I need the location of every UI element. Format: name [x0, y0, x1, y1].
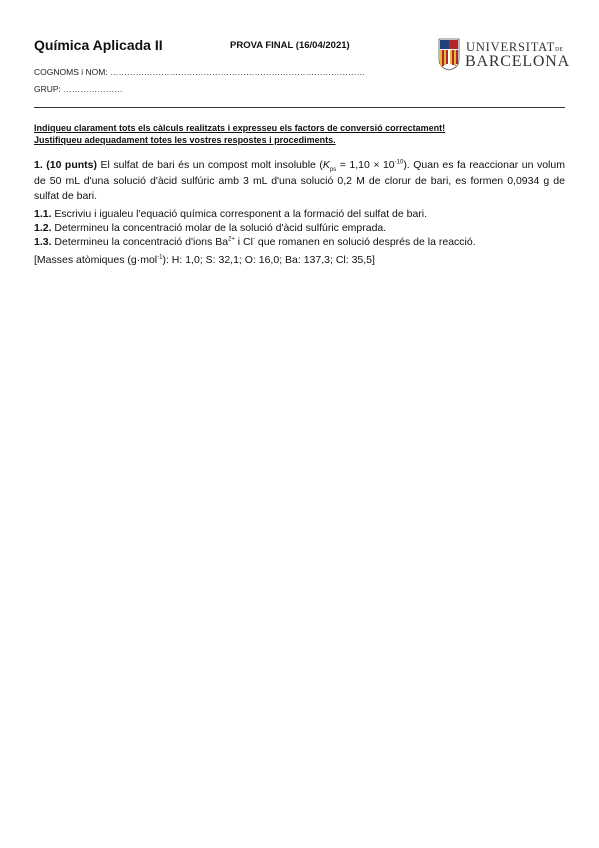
question-1: 1. (10 punts) El sulfat de bari és un compost molt insoluble $(K_{ps} = 1,10 \times 10^{-10})$. Quan es fa reaccionar un volum de 50 mL d'una solució d'àcid sulfúric amb 3 mL d'una solució 0,2 M de clorur de bari, es formen 0,0934 g de sulfat de bari.: [34, 159, 565, 202]
subquestion-1-2: 1.2. Determineu la concentració molar de la solució d'àcid sulfúric emprada.: [34, 222, 387, 234]
surname-field: COGNOMS i NOM: ………………………………………………………………………………: [34, 67, 366, 77]
course-title: Química Aplicada II: [34, 37, 163, 53]
logo-line1: UNIVERSITATDE: [466, 40, 564, 54]
header-divider: [34, 107, 565, 108]
subquestion-1-3: 1.3. Determineu la concentració d'ions $Ba^{2+}$ i Cl- que romanen en solució després de la reacció.: [34, 236, 476, 248]
exam-label: PROVA FINAL (16/04/2021): [230, 40, 350, 51]
instructions: [34, 122, 564, 146]
university-logo: [438, 38, 570, 74]
subquestion-1-1: 1.1. Escriviu i igualeu l'equació química corresponent a la formació del sulfat de bari.: [34, 208, 428, 220]
group-field: GRUP: …………………: [34, 84, 123, 94]
instructions-line2: Justifiqueu adequadament totes les vostres respostes i procediments.: [34, 135, 336, 145]
shield-icon: [438, 38, 460, 71]
logo-line2: BARCELONA: [465, 53, 570, 70]
instructions-line1: Indiqueu clarament tots els càlculs realitzats i expresseu els factors de conversió correctament!: [34, 123, 446, 133]
atomic-masses: [Masses atòmiques (g·mol$^{-1}$): H: 1,0; S: 32,1; O: 16,0; Ba: 137,3; Cl: 35,5]: [34, 254, 375, 266]
question-number: 1. (10 punts): [34, 159, 98, 171]
